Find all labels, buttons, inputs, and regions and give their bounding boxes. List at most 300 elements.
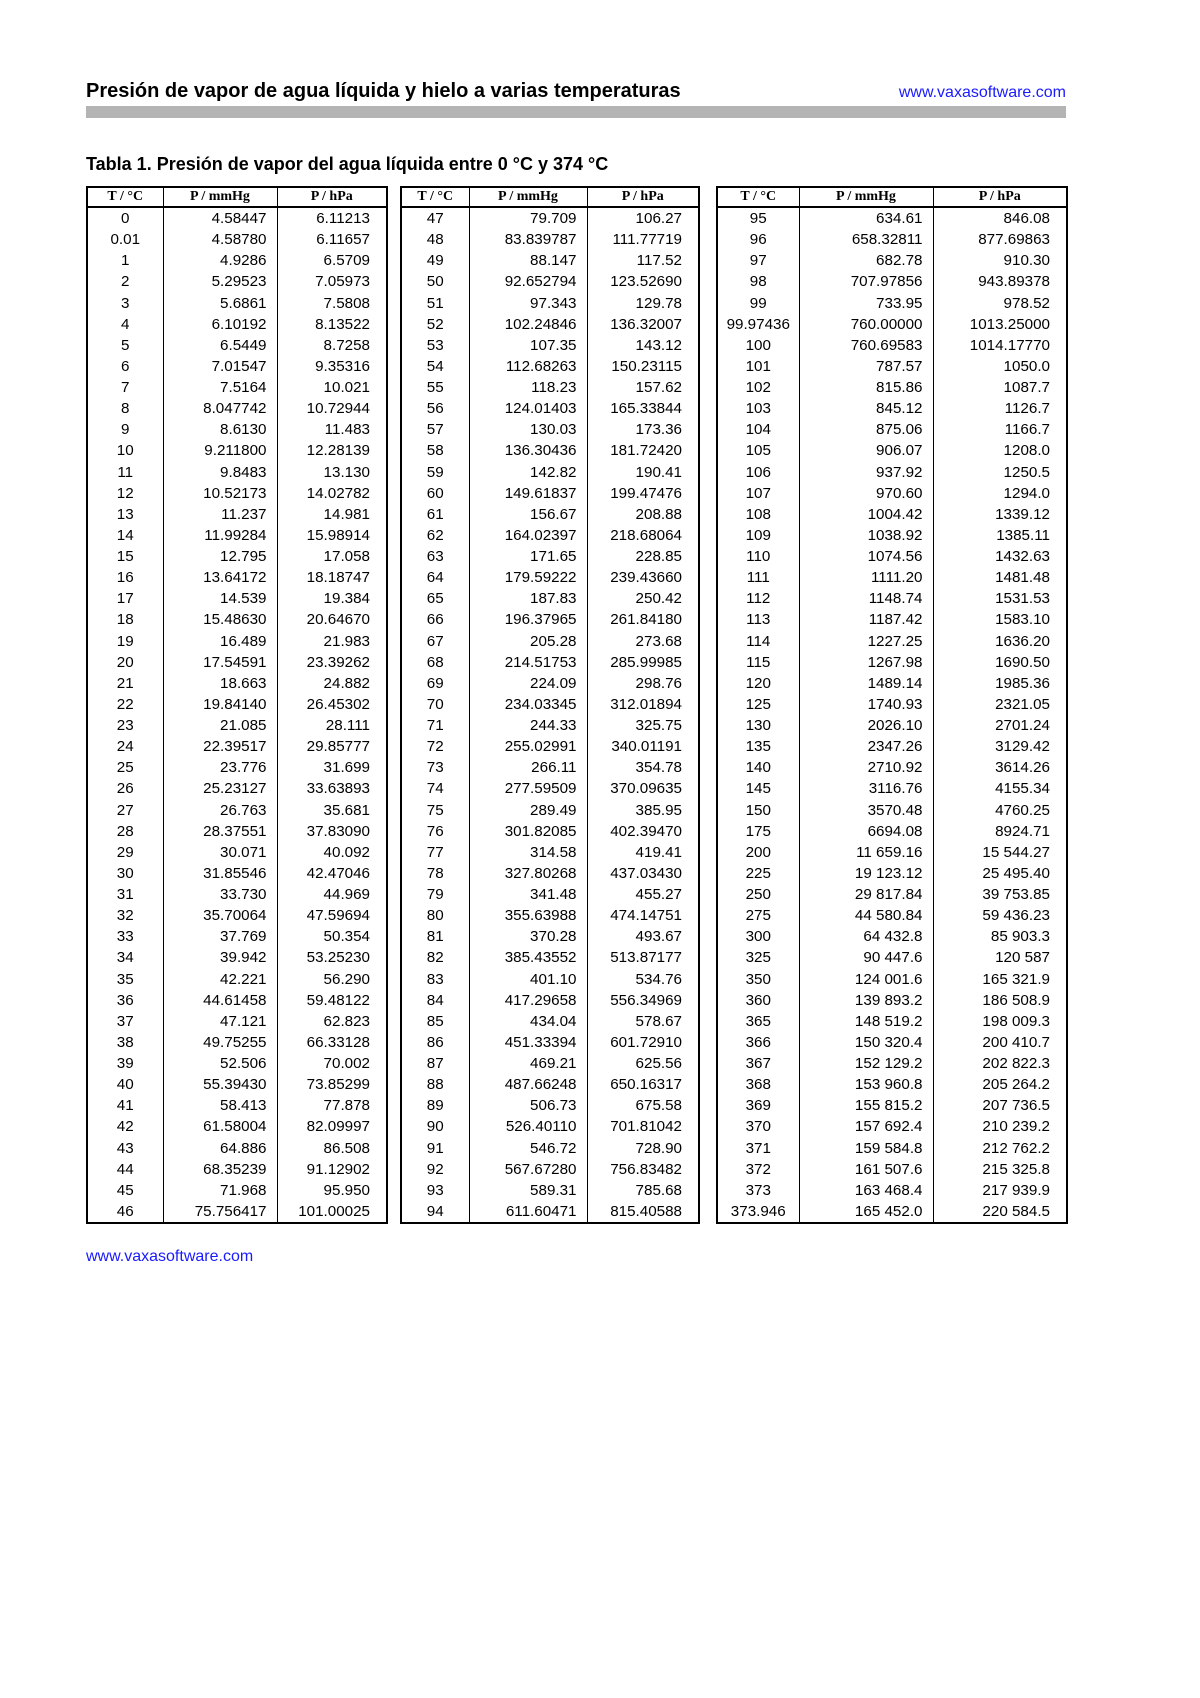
pressure-hpa-cell: 14.02782: [277, 483, 387, 504]
temperature-cell: 36: [87, 990, 163, 1011]
pressure-hpa-cell: 1432.63: [933, 546, 1067, 567]
pressure-mmhg-cell: 4.58447: [163, 207, 277, 229]
pressure-hpa-cell: 56.290: [277, 969, 387, 990]
table-row: [401, 715, 699, 736]
pressure-hpa-cell: 2701.24: [933, 715, 1067, 736]
temperature-cell: 63: [401, 546, 469, 567]
pressure-hpa-cell: 4155.34: [933, 778, 1067, 799]
temperature-cell: 100: [717, 335, 799, 356]
temperature-cell: 84: [401, 990, 469, 1011]
temperature-cell: 14: [87, 525, 163, 546]
pressure-hpa-cell: 1531.53: [933, 588, 1067, 609]
pressure-hpa-cell: 534.76: [587, 969, 699, 990]
pressure-hpa-cell: 173.36: [587, 419, 699, 440]
table-row: [717, 1053, 1067, 1074]
pressure-hpa-cell: 15 544.27: [933, 842, 1067, 863]
pressure-mmhg-cell: 277.59509: [469, 778, 587, 799]
table-row: [87, 419, 387, 440]
temperature-cell: 103: [717, 398, 799, 419]
temperature-cell: 39: [87, 1053, 163, 1074]
table-row: [717, 1095, 1067, 1116]
temperature-cell: 111: [717, 567, 799, 588]
table-row: [401, 969, 699, 990]
temperature-cell: 64: [401, 567, 469, 588]
pressure-mmhg-cell: 171.65: [469, 546, 587, 567]
temperature-cell: 109: [717, 525, 799, 546]
pressure-mmhg-cell: 44.61458: [163, 990, 277, 1011]
pressure-mmhg-cell: 130.03: [469, 419, 587, 440]
pressure-hpa-cell: 455.27: [587, 884, 699, 905]
pressure-hpa-cell: 3129.42: [933, 736, 1067, 757]
pressure-hpa-cell: 35.681: [277, 800, 387, 821]
table-row: [401, 356, 699, 377]
pressure-hpa-cell: 285.99985: [587, 652, 699, 673]
temperature-cell: 225: [717, 863, 799, 884]
pressure-hpa-cell: 578.67: [587, 1011, 699, 1032]
temperature-cell: 26: [87, 778, 163, 799]
pressure-hpa-cell: 728.90: [587, 1138, 699, 1159]
table-row: [717, 800, 1067, 821]
vapor-pressure-table-block-3: [716, 186, 1068, 1224]
pressure-hpa-cell: 14.981: [277, 504, 387, 525]
pressure-mmhg-cell: 815.86: [799, 377, 933, 398]
pressure-mmhg-cell: 64 432.8: [799, 926, 933, 947]
table-title: Tabla 1. Presión de vapor del agua líquida entre 0 °C y 374 °C: [86, 154, 609, 174]
table-row: [87, 546, 387, 567]
pressure-hpa-cell: 6.11213: [277, 207, 387, 229]
table-row: [401, 800, 699, 821]
pressure-hpa-cell: 1385.11: [933, 525, 1067, 546]
pressure-mmhg-cell: 163 468.4: [799, 1180, 933, 1201]
table-row: [87, 884, 387, 905]
table-row: [87, 863, 387, 884]
table-row: [87, 1201, 387, 1223]
temperature-cell: 2: [87, 271, 163, 292]
table-row: [401, 314, 699, 335]
pressure-mmhg-cell: 148 519.2: [799, 1011, 933, 1032]
table-row: [401, 1074, 699, 1095]
pressure-mmhg-cell: 224.09: [469, 673, 587, 694]
pressure-hpa-cell: 261.84180: [587, 609, 699, 630]
table-row: [717, 990, 1067, 1011]
pressure-mmhg-cell: 118.23: [469, 377, 587, 398]
pressure-mmhg-cell: 1004.42: [799, 504, 933, 525]
pressure-mmhg-cell: 37.769: [163, 926, 277, 947]
pressure-hpa-cell: 1250.5: [933, 462, 1067, 483]
table-row: [87, 736, 387, 757]
temperature-cell: 80: [401, 905, 469, 926]
temperature-cell: 25: [87, 757, 163, 778]
table-row: [401, 250, 699, 271]
temperature-cell: 35: [87, 969, 163, 990]
table-row: [401, 293, 699, 314]
header-divider: [86, 106, 1066, 118]
pressure-hpa-cell: 33.63893: [277, 778, 387, 799]
temperature-cell: 130: [717, 715, 799, 736]
table-row: [401, 652, 699, 673]
pressure-hpa-cell: 1013.25000: [933, 314, 1067, 335]
pressure-mmhg-cell: 14.539: [163, 588, 277, 609]
table-row: [87, 314, 387, 335]
temperature-cell: 96: [717, 229, 799, 250]
temperature-cell: 115: [717, 652, 799, 673]
temperature-cell: 74: [401, 778, 469, 799]
pressure-mmhg-cell: 150 320.4: [799, 1032, 933, 1053]
pressure-mmhg-cell: 658.32811: [799, 229, 933, 250]
temperature-cell: 16: [87, 567, 163, 588]
temperature-cell: 82: [401, 947, 469, 968]
temperature-cell: 33: [87, 926, 163, 947]
pressure-mmhg-cell: 760.00000: [799, 314, 933, 335]
temperature-cell: 120: [717, 673, 799, 694]
temperature-cell: 7: [87, 377, 163, 398]
temperature-cell: 76: [401, 821, 469, 842]
table-row: [717, 377, 1067, 398]
pressure-hpa-cell: 17.058: [277, 546, 387, 567]
temperature-cell: 34: [87, 947, 163, 968]
pressure-mmhg-cell: 1038.92: [799, 525, 933, 546]
pressure-mmhg-cell: 179.59222: [469, 567, 587, 588]
temperature-cell: 19: [87, 631, 163, 652]
table-row: [401, 483, 699, 504]
pressure-mmhg-cell: 244.33: [469, 715, 587, 736]
table-row: [717, 419, 1067, 440]
temperature-cell: 70: [401, 694, 469, 715]
pressure-mmhg-cell: 760.69583: [799, 335, 933, 356]
pressure-mmhg-cell: 8.047742: [163, 398, 277, 419]
pressure-mmhg-cell: 611.60471: [469, 1201, 587, 1223]
table-row: [401, 631, 699, 652]
pressure-hpa-cell: 40.092: [277, 842, 387, 863]
pressure-mmhg-cell: 1111.20: [799, 567, 933, 588]
table-row: [87, 1138, 387, 1159]
pressure-mmhg-cell: 25.23127: [163, 778, 277, 799]
table-row: [87, 631, 387, 652]
pressure-hpa-cell: 86.508: [277, 1138, 387, 1159]
table-row: [717, 631, 1067, 652]
table-row: [717, 440, 1067, 461]
table-row: [87, 757, 387, 778]
table-row: [717, 884, 1067, 905]
table-row: [717, 609, 1067, 630]
table-row: [401, 842, 699, 863]
table-row: [717, 1138, 1067, 1159]
table-row: [401, 673, 699, 694]
temperature-cell: 175: [717, 821, 799, 842]
pressure-hpa-cell: 129.78: [587, 293, 699, 314]
pressure-hpa-cell: 239.43660: [587, 567, 699, 588]
pressure-hpa-cell: 8.7258: [277, 335, 387, 356]
table-row: [87, 483, 387, 504]
pressure-mmhg-cell: 155 815.2: [799, 1095, 933, 1116]
temperature-cell: 200: [717, 842, 799, 863]
pressure-mmhg-cell: 451.33394: [469, 1032, 587, 1053]
header-website-link[interactable]: www.vaxasoftware.com: [898, 84, 1066, 101]
temperature-cell: 275: [717, 905, 799, 926]
temperature-cell: 107: [717, 483, 799, 504]
temperature-cell: 3: [87, 293, 163, 314]
pressure-mmhg-cell: 970.60: [799, 483, 933, 504]
pressure-mmhg-cell: 83.839787: [469, 229, 587, 250]
pressure-mmhg-cell: 385.43552: [469, 947, 587, 968]
temperature-cell: 135: [717, 736, 799, 757]
pressure-mmhg-cell: 327.80268: [469, 863, 587, 884]
pressure-hpa-cell: 62.823: [277, 1011, 387, 1032]
table-row: [401, 609, 699, 630]
pressure-mmhg-cell: 19.84140: [163, 694, 277, 715]
vapor-pressure-table-block-1: [86, 186, 388, 1224]
pressure-mmhg-cell: 39.942: [163, 947, 277, 968]
pressure-hpa-cell: 123.52690: [587, 271, 699, 292]
temperature-cell: 369: [717, 1095, 799, 1116]
temperature-cell: 53: [401, 335, 469, 356]
table-row: [87, 1159, 387, 1180]
pressure-hpa-cell: 10.72944: [277, 398, 387, 419]
table-row: [401, 398, 699, 419]
temperature-cell: 114: [717, 631, 799, 652]
pressure-mmhg-cell: 6.5449: [163, 335, 277, 356]
table-row: [717, 863, 1067, 884]
temperature-cell: 27: [87, 800, 163, 821]
pressure-mmhg-cell: 31.85546: [163, 863, 277, 884]
pressure-hpa-cell: 181.72420: [587, 440, 699, 461]
table-row: [87, 1116, 387, 1137]
table-row: [717, 736, 1067, 757]
temperature-cell: 373: [717, 1180, 799, 1201]
pressure-hpa-cell: 325.75: [587, 715, 699, 736]
table-row: [87, 905, 387, 926]
pressure-hpa-cell: 200 410.7: [933, 1032, 1067, 1053]
table-row: [401, 947, 699, 968]
table-row: [87, 440, 387, 461]
temperature-cell: 87: [401, 1053, 469, 1074]
pressure-hpa-cell: 298.76: [587, 673, 699, 694]
pressure-mmhg-cell: 64.886: [163, 1138, 277, 1159]
temperature-cell: 67: [401, 631, 469, 652]
column-header-temperature: T / °C: [717, 187, 799, 207]
temperature-cell: 21: [87, 673, 163, 694]
pressure-hpa-cell: 701.81042: [587, 1116, 699, 1137]
table-row: [87, 694, 387, 715]
temperature-cell: 371: [717, 1138, 799, 1159]
table-row: [717, 483, 1067, 504]
pressure-hpa-cell: 1208.0: [933, 440, 1067, 461]
pressure-hpa-cell: 1050.0: [933, 356, 1067, 377]
temperature-cell: 55: [401, 377, 469, 398]
pressure-mmhg-cell: 10.52173: [163, 483, 277, 504]
pressure-mmhg-cell: 112.68263: [469, 356, 587, 377]
table-row: [717, 673, 1067, 694]
pressure-mmhg-cell: 1074.56: [799, 546, 933, 567]
pressure-mmhg-cell: 370.28: [469, 926, 587, 947]
table-row: [717, 842, 1067, 863]
pressure-mmhg-cell: 47.121: [163, 1011, 277, 1032]
table-row: [717, 947, 1067, 968]
table-row: [401, 905, 699, 926]
table-row: [87, 567, 387, 588]
pressure-mmhg-cell: 205.28: [469, 631, 587, 652]
pressure-hpa-cell: 208.88: [587, 504, 699, 525]
pressure-mmhg-cell: 1227.25: [799, 631, 933, 652]
column-header-temperature: T / °C: [87, 187, 163, 207]
temperature-cell: 12: [87, 483, 163, 504]
pressure-mmhg-cell: 937.92: [799, 462, 933, 483]
pressure-hpa-cell: 13.130: [277, 462, 387, 483]
temperature-cell: 15: [87, 546, 163, 567]
pressure-mmhg-cell: 787.57: [799, 356, 933, 377]
pressure-hpa-cell: 101.00025: [277, 1201, 387, 1223]
footer-website-link[interactable]: www.vaxasoftware.com: [86, 1248, 254, 1265]
table-row: [401, 462, 699, 483]
pressure-hpa-cell: 82.09997: [277, 1116, 387, 1137]
pressure-hpa-cell: 815.40588: [587, 1201, 699, 1223]
pressure-hpa-cell: 385.95: [587, 800, 699, 821]
table-row: [717, 652, 1067, 673]
pressure-hpa-cell: 437.03430: [587, 863, 699, 884]
pressure-hpa-cell: 7.5808: [277, 293, 387, 314]
temperature-cell: 104: [717, 419, 799, 440]
table-row: [717, 1074, 1067, 1095]
pressure-mmhg-cell: 33.730: [163, 884, 277, 905]
pressure-mmhg-cell: 92.652794: [469, 271, 587, 292]
temperature-cell: 101: [717, 356, 799, 377]
temperature-cell: 77: [401, 842, 469, 863]
pressure-hpa-cell: 165 321.9: [933, 969, 1067, 990]
temperature-cell: 52: [401, 314, 469, 335]
pressure-hpa-cell: 1166.7: [933, 419, 1067, 440]
pressure-mmhg-cell: 124 001.6: [799, 969, 933, 990]
pressure-hpa-cell: 91.12902: [277, 1159, 387, 1180]
pressure-mmhg-cell: 5.29523: [163, 271, 277, 292]
table-row: [87, 462, 387, 483]
pressure-hpa-cell: 47.59694: [277, 905, 387, 926]
pressure-hpa-cell: 70.002: [277, 1053, 387, 1074]
table-row: [717, 271, 1067, 292]
pressure-mmhg-cell: 314.58: [469, 842, 587, 863]
pressure-hpa-cell: 8924.71: [933, 821, 1067, 842]
pressure-hpa-cell: 273.68: [587, 631, 699, 652]
pressure-mmhg-cell: 567.67280: [469, 1159, 587, 1180]
table-row: [87, 335, 387, 356]
pressure-mmhg-cell: 234.03345: [469, 694, 587, 715]
table-row: [401, 567, 699, 588]
temperature-cell: 91: [401, 1138, 469, 1159]
pressure-hpa-cell: 220 584.5: [933, 1201, 1067, 1223]
temperature-cell: 59: [401, 462, 469, 483]
pressure-mmhg-cell: 4.9286: [163, 250, 277, 271]
table-row: [87, 821, 387, 842]
pressure-mmhg-cell: 255.02991: [469, 736, 587, 757]
pressure-mmhg-cell: 49.75255: [163, 1032, 277, 1053]
pressure-mmhg-cell: 29 817.84: [799, 884, 933, 905]
temperature-cell: 78: [401, 863, 469, 884]
table-row: [87, 842, 387, 863]
table-row: [87, 293, 387, 314]
table-row: [717, 504, 1067, 525]
pressure-hpa-cell: 66.33128: [277, 1032, 387, 1053]
table-row: [87, 609, 387, 630]
pressure-mmhg-cell: 434.04: [469, 1011, 587, 1032]
temperature-cell: 88: [401, 1074, 469, 1095]
pressure-mmhg-cell: 7.01547: [163, 356, 277, 377]
pressure-mmhg-cell: 546.72: [469, 1138, 587, 1159]
pressure-hpa-cell: 120 587: [933, 947, 1067, 968]
table-row: [401, 588, 699, 609]
pressure-hpa-cell: 106.27: [587, 207, 699, 229]
table-row: [87, 271, 387, 292]
pressure-mmhg-cell: 42.221: [163, 969, 277, 990]
table-row: [87, 778, 387, 799]
pressure-hpa-cell: 8.13522: [277, 314, 387, 335]
vapor-pressure-table-block-2: [400, 186, 700, 1224]
pressure-hpa-cell: 25 495.40: [933, 863, 1067, 884]
table-row: [87, 1053, 387, 1074]
table-row: [401, 1032, 699, 1053]
temperature-cell: 145: [717, 778, 799, 799]
pressure-mmhg-cell: 156.67: [469, 504, 587, 525]
table-row: [717, 229, 1067, 250]
table-row: [717, 525, 1067, 546]
pressure-hpa-cell: 15.98914: [277, 525, 387, 546]
pressure-mmhg-cell: 9.211800: [163, 440, 277, 461]
pressure-mmhg-cell: 30.071: [163, 842, 277, 863]
table-row: [717, 905, 1067, 926]
temperature-cell: 92: [401, 1159, 469, 1180]
pressure-mmhg-cell: 11.237: [163, 504, 277, 525]
temperature-cell: 89: [401, 1095, 469, 1116]
temperature-cell: 79: [401, 884, 469, 905]
pressure-mmhg-cell: 13.64172: [163, 567, 277, 588]
temperature-cell: 105: [717, 440, 799, 461]
table-row: [401, 440, 699, 461]
pressure-hpa-cell: 53.25230: [277, 947, 387, 968]
table-row: [87, 229, 387, 250]
pressure-hpa-cell: 31.699: [277, 757, 387, 778]
table-row: [401, 1011, 699, 1032]
pressure-mmhg-cell: 6.10192: [163, 314, 277, 335]
table-row: [717, 462, 1067, 483]
pressure-mmhg-cell: 845.12: [799, 398, 933, 419]
pressure-mmhg-cell: 401.10: [469, 969, 587, 990]
pressure-hpa-cell: 312.01894: [587, 694, 699, 715]
pressure-mmhg-cell: 11.99284: [163, 525, 277, 546]
pressure-mmhg-cell: 3116.76: [799, 778, 933, 799]
pressure-hpa-cell: 1636.20: [933, 631, 1067, 652]
temperature-cell: 90: [401, 1116, 469, 1137]
column-header-pressure-hpa: P / hPa: [933, 187, 1067, 207]
table-row: [87, 356, 387, 377]
pressure-hpa-cell: 85 903.3: [933, 926, 1067, 947]
pressure-mmhg-cell: 589.31: [469, 1180, 587, 1201]
table-row: [401, 1095, 699, 1116]
table-row: [87, 588, 387, 609]
pressure-mmhg-cell: 7.5164: [163, 377, 277, 398]
pressure-mmhg-cell: 487.66248: [469, 1074, 587, 1095]
pressure-mmhg-cell: 5.6861: [163, 293, 277, 314]
pressure-hpa-cell: 10.021: [277, 377, 387, 398]
table-row: [87, 990, 387, 1011]
temperature-cell: 113: [717, 609, 799, 630]
temperature-cell: 30: [87, 863, 163, 884]
pressure-hpa-cell: 150.23115: [587, 356, 699, 377]
table-row: [87, 715, 387, 736]
pressure-mmhg-cell: 157 692.4: [799, 1116, 933, 1137]
pressure-mmhg-cell: 2026.10: [799, 715, 933, 736]
table-row: [717, 1032, 1067, 1053]
temperature-cell: 99.97436: [717, 314, 799, 335]
pressure-mmhg-cell: 266.11: [469, 757, 587, 778]
pressure-hpa-cell: 3614.26: [933, 757, 1067, 778]
